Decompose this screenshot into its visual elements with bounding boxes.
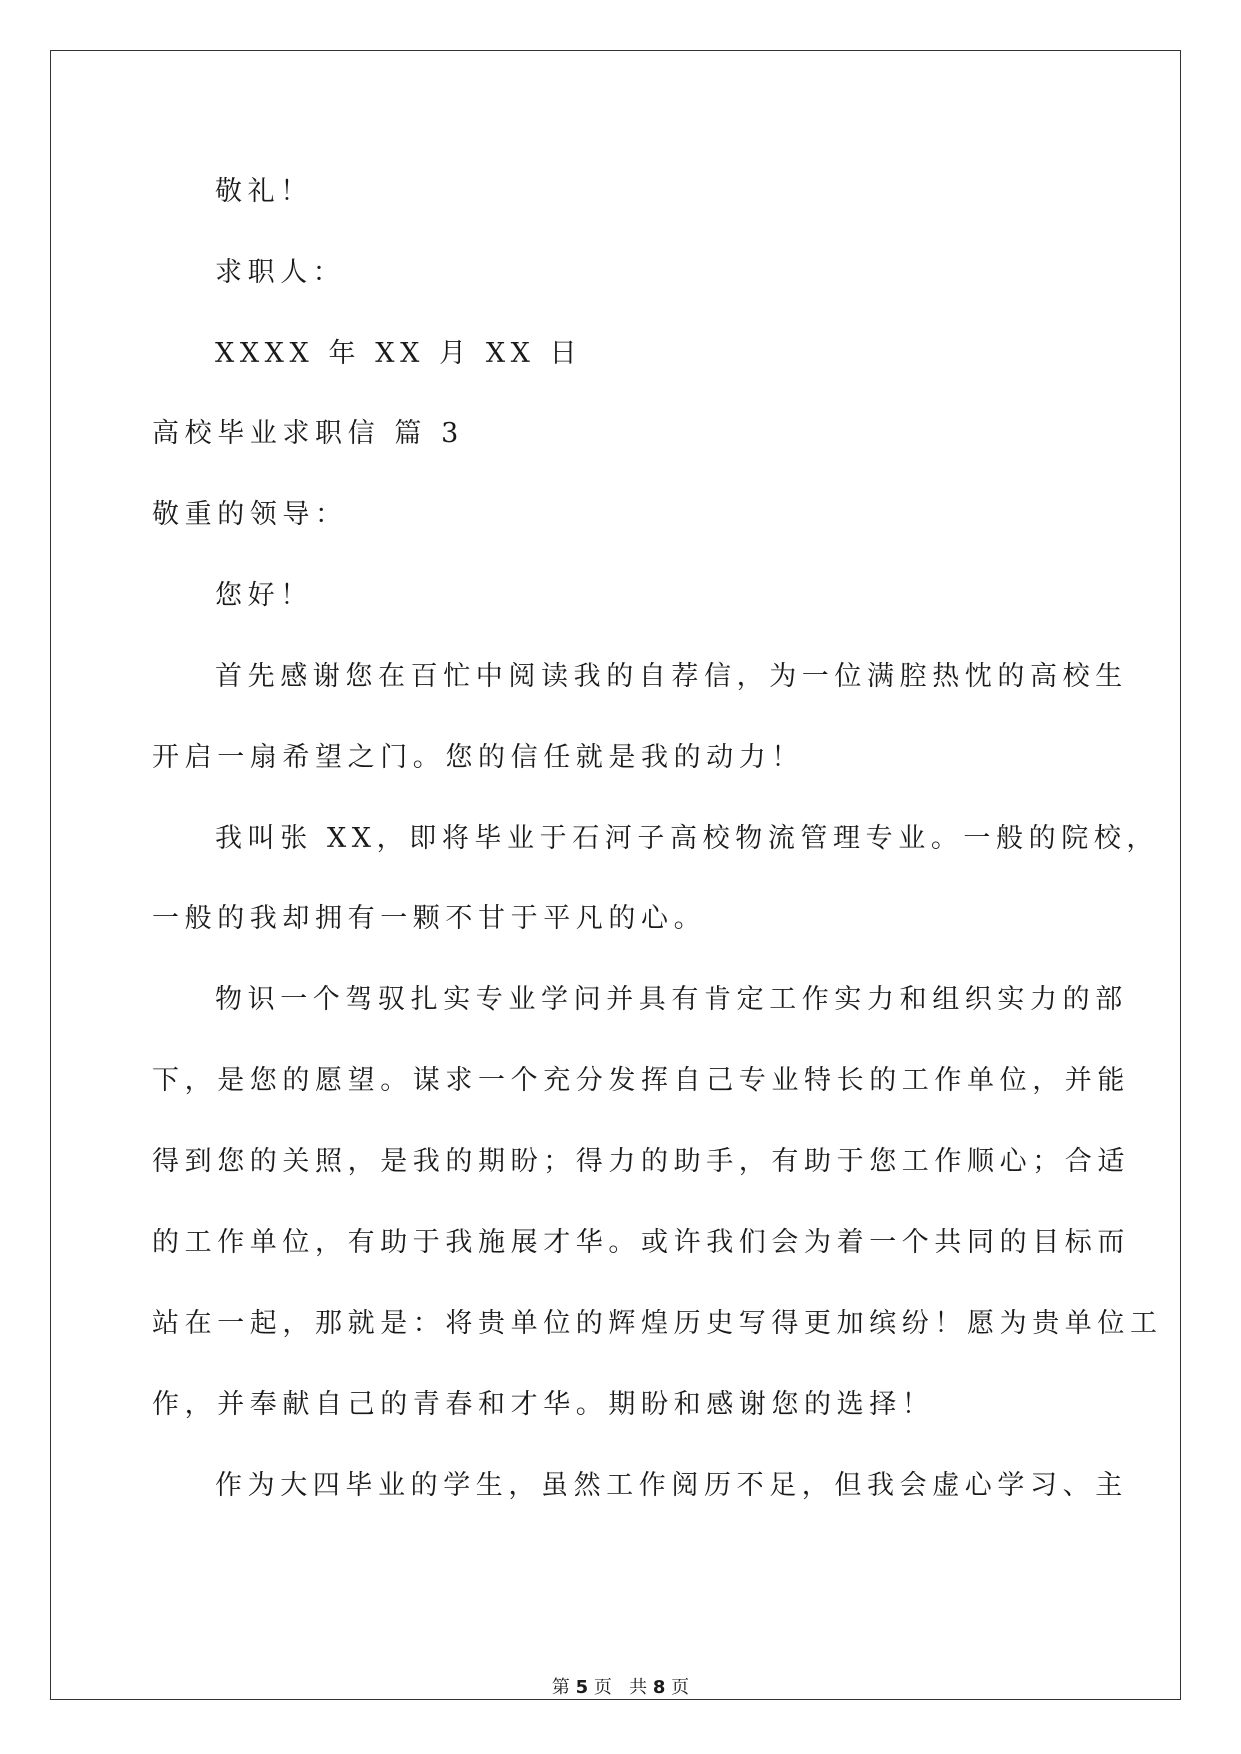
footer-prefix: 第 xyxy=(551,1677,570,1698)
total-pages-number: 8 xyxy=(652,1677,666,1698)
section-heading: 高校毕业求职信 篇 3 xyxy=(152,418,464,449)
paragraph-line: 物识一个驾驭扎实专业学问并具有肯定工作实力和组织实力的部 xyxy=(215,984,1128,1015)
paragraph-line: 的工作单位，有助于我施展才华。或许我们会为着一个共同的目标而 xyxy=(152,1227,1130,1258)
page-footer xyxy=(0,1676,1241,1700)
greeting-recipient: 敬重的领导： xyxy=(152,499,348,530)
paragraph-line: 首先感谢您在百忙中阅读我的自荐信，为一位满腔热忱的高校生 xyxy=(215,661,1128,692)
current-page-number: 5 xyxy=(575,1677,589,1698)
greeting: 您好！ xyxy=(215,580,313,611)
paragraph-line: 作为大四毕业的学生，虽然工作阅历不足，但我会虚心学习、主 xyxy=(215,1470,1128,1501)
applicant-signature: 求职人： xyxy=(215,257,346,288)
paragraph-line: 开启一扇希望之门。您的信任就是我的动力！ xyxy=(152,742,804,773)
letter-date: XXXX 年 XX 月 XX 日 xyxy=(215,338,583,369)
closing-salutation: 敬礼！ xyxy=(215,176,313,207)
footer-mid: 页 共 xyxy=(593,1677,648,1698)
paragraph-line: 我叫张 XX，即将毕业于石河子高校物流管理专业。一般的院校， xyxy=(215,823,1160,854)
paragraph-line: 下，是您的愿望。谋求一个充分发挥自己专业特长的工作单位，并能 xyxy=(152,1065,1130,1096)
paragraph-line: 站在一起，那就是：将贵单位的辉煌历史写得更加缤纷！愿为贵单位工 xyxy=(152,1308,1163,1339)
paragraph-line: 一般的我却拥有一颗不甘于平凡的心。 xyxy=(152,903,707,934)
paragraph-line: 得到您的关照，是我的期盼；得力的助手，有助于您工作顺心；合适 xyxy=(152,1146,1130,1177)
footer-suffix: 页 xyxy=(671,1677,690,1698)
page-border xyxy=(50,50,1181,1700)
paragraph-line: 作，并奉献自己的青春和才华。期盼和感谢您的选择！ xyxy=(152,1389,935,1420)
